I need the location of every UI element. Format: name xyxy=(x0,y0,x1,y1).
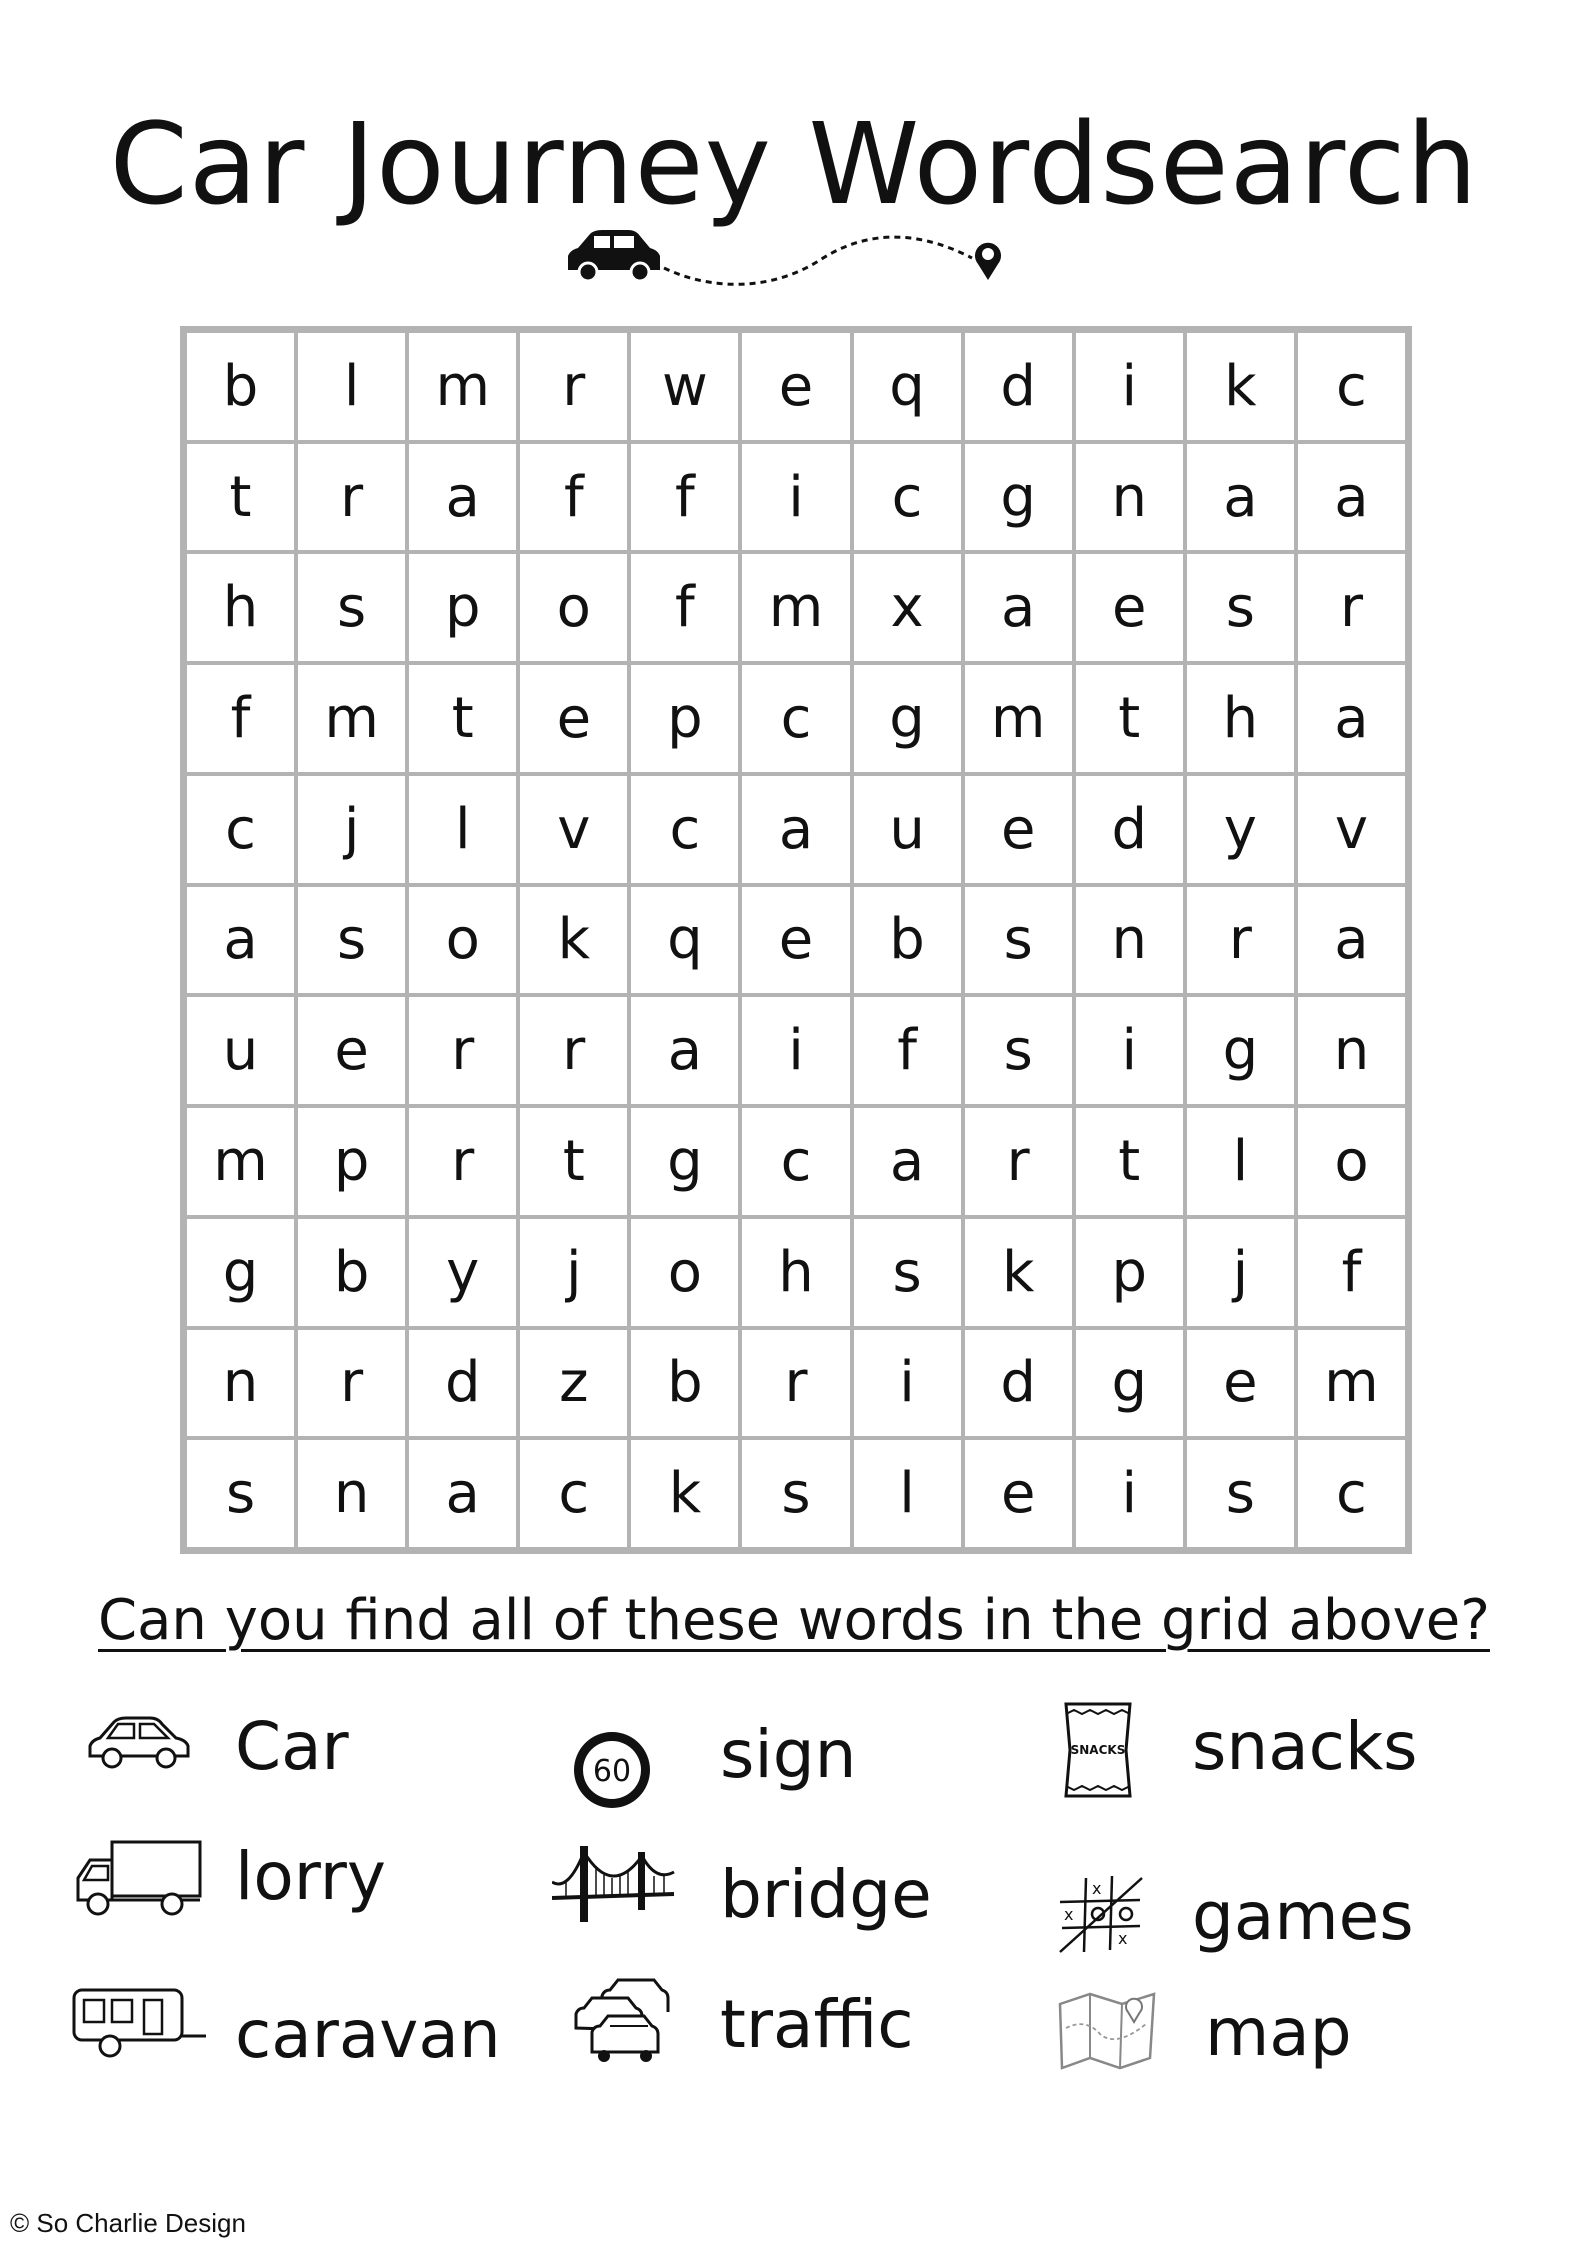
grid-cell: e xyxy=(740,331,851,442)
grid-cell: g xyxy=(1185,995,1296,1106)
grid-cell: n xyxy=(185,1328,296,1439)
word-games: games xyxy=(1192,1878,1414,1955)
grid-cell: o xyxy=(1296,1106,1407,1217)
grid-cell: y xyxy=(1185,774,1296,885)
caravan-icon xyxy=(70,1986,210,2062)
grid-cell: o xyxy=(629,1217,740,1328)
instructions: Can you find all of these words in the grid above? xyxy=(98,1588,1490,1653)
grid-cell: l xyxy=(852,1438,963,1549)
grid-cell: a xyxy=(1296,885,1407,996)
word-map: map xyxy=(1205,1994,1352,2071)
grid-cell: t xyxy=(1074,1106,1185,1217)
grid-cell: s xyxy=(963,885,1074,996)
grid-cell: c xyxy=(1296,331,1407,442)
svg-text:x: x xyxy=(1092,1879,1102,1898)
word-bridge: bridge xyxy=(720,1856,932,1933)
grid-cell: b xyxy=(296,1217,407,1328)
grid-cell: r xyxy=(407,995,518,1106)
grid-cell: y xyxy=(407,1217,518,1328)
grid-cell: q xyxy=(629,885,740,996)
grid-cell: d xyxy=(1074,774,1185,885)
grid-cell: s xyxy=(963,995,1074,1106)
grid-cell: n xyxy=(1074,885,1185,996)
grid-cell: k xyxy=(518,885,629,996)
grid-cell: p xyxy=(629,663,740,774)
word-lorry: lorry xyxy=(235,1838,386,1915)
grid-cell: n xyxy=(1296,995,1407,1106)
grid-cell: g xyxy=(1074,1328,1185,1439)
grid-cell: t xyxy=(1074,663,1185,774)
grid-cell: j xyxy=(518,1217,629,1328)
grid-cell: a xyxy=(1296,663,1407,774)
grid-cell: j xyxy=(296,774,407,885)
grid-cell: r xyxy=(407,1106,518,1217)
grid-cell: k xyxy=(963,1217,1074,1328)
grid-cell: b xyxy=(185,331,296,442)
grid-cell: e xyxy=(1074,552,1185,663)
page-title: Car Journey Wordsearch xyxy=(109,100,1479,230)
grid-cell: p xyxy=(407,552,518,663)
grid-cell: b xyxy=(852,885,963,996)
grid-cell: e xyxy=(1185,1328,1296,1439)
wordsearch-grid xyxy=(180,326,1412,1554)
grid-cell: s xyxy=(185,1438,296,1549)
grid-cell: f xyxy=(629,552,740,663)
grid-cell: s xyxy=(852,1217,963,1328)
grid-cell: h xyxy=(740,1217,851,1328)
grid-cell: a xyxy=(1296,442,1407,553)
grid-cell: a xyxy=(629,995,740,1106)
grid-cell: m xyxy=(296,663,407,774)
grid-cell: l xyxy=(1185,1106,1296,1217)
grid-cell: l xyxy=(407,774,518,885)
grid-cell: e xyxy=(518,663,629,774)
speed-sign-icon xyxy=(570,1728,654,1812)
grid-cell: s xyxy=(1185,552,1296,663)
grid-cell: c xyxy=(629,774,740,885)
grid-cell: c xyxy=(185,774,296,885)
grid-cell: f xyxy=(852,995,963,1106)
grid-cell: h xyxy=(1185,663,1296,774)
grid-cell: i xyxy=(740,442,851,553)
lorry-icon xyxy=(72,1836,206,1920)
grid-cell: n xyxy=(1074,442,1185,553)
car-icon xyxy=(84,1712,194,1776)
grid-cell: f xyxy=(629,442,740,553)
grid-cell: r xyxy=(518,995,629,1106)
grid-cell: r xyxy=(518,331,629,442)
grid-cell: d xyxy=(407,1328,518,1439)
grid-cell: s xyxy=(296,885,407,996)
grid-cell: a xyxy=(1185,442,1296,553)
traffic-icon xyxy=(572,1978,672,2068)
grid-cell: r xyxy=(296,442,407,553)
grid-cell: w xyxy=(629,331,740,442)
grid-cell: b xyxy=(629,1328,740,1439)
grid-cell: z xyxy=(518,1328,629,1439)
grid-cell: s xyxy=(740,1438,851,1549)
grid-cell: r xyxy=(1185,885,1296,996)
grid-cell: e xyxy=(963,1438,1074,1549)
grid-cell: j xyxy=(1185,1217,1296,1328)
grid-cell: k xyxy=(1185,331,1296,442)
grid-cell: t xyxy=(407,663,518,774)
grid-cell: f xyxy=(1296,1217,1407,1328)
grid-cell: a xyxy=(852,1106,963,1217)
grid-cell: r xyxy=(963,1106,1074,1217)
grid-cell: v xyxy=(1296,774,1407,885)
grid-cell: x xyxy=(852,552,963,663)
word-car: Car xyxy=(235,1708,349,1785)
grid-cell: t xyxy=(518,1106,629,1217)
grid-cell: c xyxy=(518,1438,629,1549)
grid-cell: u xyxy=(852,774,963,885)
grid-cell: p xyxy=(1074,1217,1185,1328)
grid-cell: i xyxy=(852,1328,963,1439)
word-traffic: traffic xyxy=(720,1986,914,2063)
copyright-footer: © So Charlie Design xyxy=(10,2208,246,2238)
grid-cell: o xyxy=(407,885,518,996)
grid-cell: m xyxy=(185,1106,296,1217)
grid-cell: c xyxy=(740,663,851,774)
grid-cell: a xyxy=(740,774,851,885)
svg-text:x: x xyxy=(1064,1905,1074,1924)
bridge-icon xyxy=(552,1842,678,1926)
grid-cell: s xyxy=(296,552,407,663)
speed-limit-label: 60 xyxy=(592,1754,632,1789)
car-route-icon xyxy=(560,220,1020,310)
location-pin-icon xyxy=(975,243,1001,280)
grid-cell: d xyxy=(963,331,1074,442)
grid-cell: m xyxy=(1296,1328,1407,1439)
snacks-icon xyxy=(1058,1700,1138,1800)
grid-cell: r xyxy=(1296,552,1407,663)
grid-cell: s xyxy=(1185,1438,1296,1549)
grid-cell: m xyxy=(740,552,851,663)
grid-cell: c xyxy=(740,1106,851,1217)
grid-cell: g xyxy=(852,663,963,774)
grid-cell: a xyxy=(963,552,1074,663)
grid-cell: e xyxy=(296,995,407,1106)
grid-cell: e xyxy=(740,885,851,996)
word-snacks: snacks xyxy=(1192,1708,1418,1785)
grid-cell: f xyxy=(185,663,296,774)
svg-text:x: x xyxy=(1118,1929,1128,1948)
grid-cell: v xyxy=(518,774,629,885)
grid-cell: c xyxy=(1296,1438,1407,1549)
grid-cell: i xyxy=(1074,995,1185,1106)
grid-cell: l xyxy=(296,331,407,442)
grid-cell: e xyxy=(963,774,1074,885)
tic-tac-toe-icon xyxy=(1056,1872,1146,1958)
grid-cell: d xyxy=(963,1328,1074,1439)
grid-cell: i xyxy=(740,995,851,1106)
grid-cell: g xyxy=(185,1217,296,1328)
grid-cell: r xyxy=(296,1328,407,1439)
grid-cell: i xyxy=(1074,1438,1185,1549)
grid-cell: c xyxy=(852,442,963,553)
grid-cell: a xyxy=(407,1438,518,1549)
grid-cell: g xyxy=(629,1106,740,1217)
car-icon xyxy=(568,230,660,281)
grid-cell: h xyxy=(185,552,296,663)
snacks-label: SNACKS xyxy=(1070,1743,1126,1757)
grid-cell: r xyxy=(740,1328,851,1439)
grid-cell: g xyxy=(963,442,1074,553)
grid-cell: a xyxy=(185,885,296,996)
grid-cell: f xyxy=(518,442,629,553)
grid-cell: m xyxy=(963,663,1074,774)
grid-cell: n xyxy=(296,1438,407,1549)
word-sign: sign xyxy=(720,1716,857,1793)
grid-cell: o xyxy=(518,552,629,663)
grid-cell: q xyxy=(852,331,963,442)
word-caravan: caravan xyxy=(235,1996,501,2073)
grid-cell: a xyxy=(407,442,518,553)
grid-cell: u xyxy=(185,995,296,1106)
grid-cell: k xyxy=(629,1438,740,1549)
grid-cell: p xyxy=(296,1106,407,1217)
grid-cell: i xyxy=(1074,331,1185,442)
map-icon xyxy=(1056,1988,1160,2074)
grid-cell: m xyxy=(407,331,518,442)
grid-cell: t xyxy=(185,442,296,553)
